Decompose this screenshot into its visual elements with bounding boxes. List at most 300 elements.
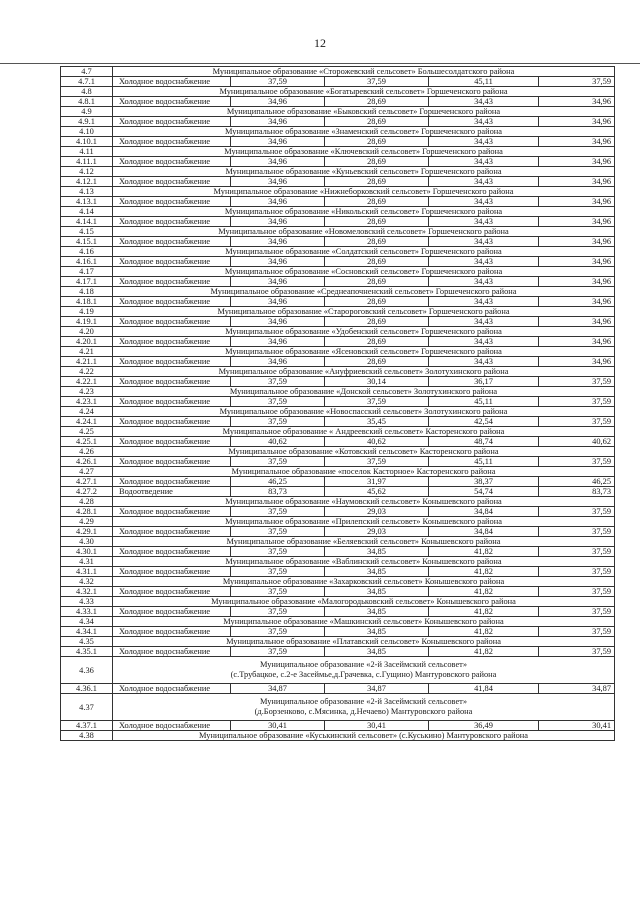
service-name: Холодное водоснабжение: [113, 477, 231, 487]
section-number: 4.34: [61, 617, 113, 627]
tariff-value-3: 45,11: [429, 77, 539, 87]
service-name: Холодное водоснабжение: [113, 547, 231, 557]
municipality-title: Муниципальное образование «Никольский сельсовет» Горшеченского района: [113, 207, 615, 217]
tariff-value-1: 34,96: [231, 257, 325, 267]
tariff-value-2: 28,69: [325, 117, 429, 127]
section-number: 4.37: [61, 694, 113, 721]
service-row: [61, 457, 615, 467]
tariff-value-4: 34,96: [539, 177, 615, 187]
tariff-value-1: 37,59: [231, 507, 325, 517]
tariff-value-4: 37,59: [539, 507, 615, 517]
row-number: 4.24.1: [61, 417, 113, 427]
tariff-value-3: 41,82: [429, 547, 539, 557]
municipality-title-line-2: (с.Трубацкое, с.2-е Засеймье,д.Грачевка, с.Гущино) Мантуровского района: [230, 670, 497, 679]
municipality-header-row: [61, 127, 615, 137]
municipality-header-row: [61, 407, 615, 417]
service-row: [61, 487, 615, 497]
tariff-value-1: 40,62: [231, 437, 325, 447]
row-number: 4.14.1: [61, 217, 113, 227]
tariff-value-2: 28,69: [325, 177, 429, 187]
municipality-title: Муниципальное образование «поселок Касторное» Касторенского района: [113, 467, 615, 477]
service-name: Холодное водоснабжение: [113, 587, 231, 597]
service-row: [61, 567, 615, 577]
municipality-header-row: [61, 227, 615, 237]
tariff-value-1: 37,59: [231, 607, 325, 617]
tariff-value-1: 34,96: [231, 137, 325, 147]
tariff-value-3: 45,11: [429, 457, 539, 467]
section-number: 4.31: [61, 557, 113, 567]
municipality-title: [113, 694, 615, 721]
tariff-value-4: 34,96: [539, 357, 615, 367]
tariff-value-3: 34,43: [429, 157, 539, 167]
municipality-header-row: [61, 731, 615, 741]
tariff-value-2: 30,41: [325, 721, 429, 731]
municipality-title-line-1: Муниципальное образование «2-й Засеймский сельсовет»: [259, 697, 468, 706]
row-number: 4.28.1: [61, 507, 113, 517]
service-row: [61, 297, 615, 307]
tariff-value-2: 29,03: [325, 507, 429, 517]
row-number: 4.10.1: [61, 137, 113, 147]
tariff-value-4: 34,96: [539, 277, 615, 287]
tariff-value-1: 46,25: [231, 477, 325, 487]
section-number: 4.32: [61, 577, 113, 587]
tariff-value-4: 37,59: [539, 647, 615, 657]
tariff-value-4: 40,62: [539, 437, 615, 447]
service-name: Холодное водоснабжение: [113, 157, 231, 167]
section-number: 4.20: [61, 327, 113, 337]
tariff-value-4: 46,25: [539, 477, 615, 487]
service-name: Холодное водоснабжение: [113, 527, 231, 537]
municipality-header-row: [61, 637, 615, 647]
tariff-value-4: 34,96: [539, 337, 615, 347]
service-name: Холодное водоснабжение: [113, 437, 231, 447]
section-number: 4.11: [61, 147, 113, 157]
row-number: 4.17.1: [61, 277, 113, 287]
tariff-value-1: 34,96: [231, 277, 325, 287]
municipality-title: Муниципальное образование «Наумовский сельсовет» Конышевского района: [113, 497, 615, 507]
tariff-value-3: 34,43: [429, 317, 539, 327]
tariff-value-2: 34,85: [325, 547, 429, 557]
tariff-value-4: 37,59: [539, 397, 615, 407]
tariff-value-4: 37,59: [539, 417, 615, 427]
section-number: 4.7: [61, 67, 113, 77]
section-number: 4.15: [61, 227, 113, 237]
service-name: Холодное водоснабжение: [113, 197, 231, 207]
row-number: 4.22.1: [61, 377, 113, 387]
service-name: Холодное водоснабжение: [113, 377, 231, 387]
municipality-title: Муниципальное образование «Сторожевский сельсовет» Большесолдатского района: [113, 67, 615, 77]
municipality-title-line-1: Муниципальное образование «2-й Засеймский сельсовет»: [259, 660, 468, 669]
row-number: 4.27.1: [61, 477, 113, 487]
tariff-value-2: 37,59: [325, 77, 429, 87]
municipality-title: Муниципальное образование «Старороговский сельсовет» Горшеченского района: [113, 307, 615, 317]
tariff-value-4: 34,96: [539, 117, 615, 127]
service-row: [61, 357, 615, 367]
municipality-title: Муниципальное образование «Нижнеборковский сельсовет» Горшеченского района: [113, 187, 615, 197]
municipality-header-row: [61, 147, 615, 157]
municipality-title: [113, 657, 615, 684]
municipality-title-line-2: (д.Борзенково, с.Мясинка, д.Нечаево) Мантуровского района: [254, 707, 473, 716]
municipality-title: Муниципальное образование «Ключевский сельсовет» Горшеченского района: [113, 147, 615, 157]
row-number: 4.32.1: [61, 587, 113, 597]
service-name: Холодное водоснабжение: [113, 457, 231, 467]
service-name: Холодное водоснабжение: [113, 684, 231, 694]
tariff-value-1: 34,96: [231, 117, 325, 127]
section-number: 4.33: [61, 597, 113, 607]
municipality-title: Муниципальное образование «Машкинский сельсовет» Конышевского района: [113, 617, 615, 627]
service-name: Холодное водоснабжение: [113, 297, 231, 307]
tariff-value-3: 34,43: [429, 217, 539, 227]
tariff-value-3: 34,84: [429, 507, 539, 517]
tariff-value-1: 37,59: [231, 647, 325, 657]
tariff-value-3: 34,43: [429, 117, 539, 127]
service-name: Холодное водоснабжение: [113, 337, 231, 347]
municipality-header-row: [61, 307, 615, 317]
municipality-header-row: [61, 287, 615, 297]
page-number: 12: [314, 36, 326, 50]
service-row: [61, 117, 615, 127]
tariff-value-2: 28,69: [325, 217, 429, 227]
municipality-title: Муниципальное образование « Андреевский сельсовет» Касторенского района: [113, 427, 615, 437]
tariff-value-1: 34,96: [231, 217, 325, 227]
municipality-title: Муниципальное образование «Прилепский сельсовет» Конышевского района: [113, 517, 615, 527]
service-row: [61, 157, 615, 167]
section-number: 4.30: [61, 537, 113, 547]
service-row: [61, 507, 615, 517]
municipality-header-row: [61, 657, 615, 684]
tariff-value-3: 41,82: [429, 627, 539, 637]
row-number: 4.19.1: [61, 317, 113, 327]
municipality-title: Муниципальное образование «Беляевский сельсовет» Конышевского района: [113, 537, 615, 547]
tariff-value-4: 34,96: [539, 257, 615, 267]
section-number: 4.29: [61, 517, 113, 527]
tariff-value-2: 34,85: [325, 607, 429, 617]
municipality-header-row: [61, 467, 615, 477]
municipality-header-row: [61, 67, 615, 77]
municipality-header-row: [61, 327, 615, 337]
section-number: 4.10: [61, 127, 113, 137]
section-number: 4.13: [61, 187, 113, 197]
municipality-header-row: [61, 447, 615, 457]
section-number: 4.23: [61, 387, 113, 397]
municipality-header-row: [61, 617, 615, 627]
section-number: 4.8: [61, 87, 113, 97]
section-number: 4.12: [61, 167, 113, 177]
tariff-value-3: 45,11: [429, 397, 539, 407]
service-name: Холодное водоснабжение: [113, 117, 231, 127]
service-name: Холодное водоснабжение: [113, 397, 231, 407]
municipality-header-row: [61, 167, 615, 177]
service-row: [61, 647, 615, 657]
service-row: [61, 437, 615, 447]
tariff-value-2: 28,69: [325, 197, 429, 207]
tariff-value-3: 34,43: [429, 297, 539, 307]
service-name: Холодное водоснабжение: [113, 277, 231, 287]
municipality-header-row: [61, 247, 615, 257]
municipality-header-row: [61, 267, 615, 277]
row-number: 4.18.1: [61, 297, 113, 307]
section-number: 4.24: [61, 407, 113, 417]
section-number: 4.22: [61, 367, 113, 377]
tariff-value-2: 28,69: [325, 97, 429, 107]
municipality-header-row: [61, 597, 615, 607]
tariff-value-1: 83,73: [231, 487, 325, 497]
service-name: Холодное водоснабжение: [113, 257, 231, 267]
service-row: [61, 197, 615, 207]
municipality-header-row: [61, 107, 615, 117]
tariff-value-3: 54,74: [429, 487, 539, 497]
tariff-value-2: 34,85: [325, 587, 429, 597]
tariff-value-2: 35,45: [325, 417, 429, 427]
service-row: [61, 721, 615, 731]
tariff-value-1: 34,96: [231, 197, 325, 207]
service-name: Холодное водоснабжение: [113, 237, 231, 247]
municipality-title: Муниципальное образование «Новомеловский сельсовет» Горшеченского района: [113, 227, 615, 237]
municipality-header-row: [61, 694, 615, 721]
tariff-value-4: 83,73: [539, 487, 615, 497]
section-number: 4.17: [61, 267, 113, 277]
row-number: 4.23.1: [61, 397, 113, 407]
service-name: Холодное водоснабжение: [113, 721, 231, 731]
service-row: [61, 607, 615, 617]
section-number: 4.27: [61, 467, 113, 477]
service-row: [61, 377, 615, 387]
tariff-table-body: [61, 67, 615, 741]
service-row: [61, 477, 615, 487]
tariff-value-3: 48,74: [429, 437, 539, 447]
tariff-value-3: 34,43: [429, 257, 539, 267]
tariff-value-2: 30,14: [325, 377, 429, 387]
tariff-value-4: 37,59: [539, 587, 615, 597]
tariff-value-1: 37,59: [231, 377, 325, 387]
tariff-value-2: 28,69: [325, 257, 429, 267]
service-name: Холодное водоснабжение: [113, 357, 231, 367]
tariff-value-2: 28,69: [325, 297, 429, 307]
municipality-title: Муниципальное образование «Сосновский сельсовет» Горшеченского района: [113, 267, 615, 277]
tariff-value-3: 41,82: [429, 607, 539, 617]
service-row: [61, 337, 615, 347]
municipality-header-row: [61, 87, 615, 97]
tariff-value-2: 28,69: [325, 317, 429, 327]
service-name: Холодное водоснабжение: [113, 567, 231, 577]
tariff-value-3: 41,84: [429, 684, 539, 694]
tariff-value-2: 28,69: [325, 337, 429, 347]
municipality-title: Муниципальное образование «Знаменский сельсовет» Горшеченского района: [113, 127, 615, 137]
tariff-value-2: 28,69: [325, 137, 429, 147]
section-number: 4.16: [61, 247, 113, 257]
tariff-value-1: 37,59: [231, 77, 325, 87]
service-row: [61, 627, 615, 637]
row-number: 4.8.1: [61, 97, 113, 107]
municipality-title: Муниципальное образование «Донской сельсовет» Золотухинского района: [113, 387, 615, 397]
tariff-value-1: 37,59: [231, 627, 325, 637]
tariff-value-2: 28,69: [325, 357, 429, 367]
municipality-title: Муниципальное образование «Куньевский сельсовет» Горшеченского района: [113, 167, 615, 177]
tariff-value-1: 37,59: [231, 457, 325, 467]
tariff-value-1: 37,59: [231, 547, 325, 557]
row-number: 4.7.1: [61, 77, 113, 87]
tariff-value-2: 28,69: [325, 237, 429, 247]
service-name: Холодное водоснабжение: [113, 507, 231, 517]
tariff-value-1: 34,96: [231, 177, 325, 187]
tariff-value-1: 37,59: [231, 587, 325, 597]
service-row: [61, 587, 615, 597]
tariff-value-3: 34,43: [429, 97, 539, 107]
row-number: 4.27.2: [61, 487, 113, 497]
row-number: 4.29.1: [61, 527, 113, 537]
tariff-value-2: 40,62: [325, 437, 429, 447]
row-number: 4.16.1: [61, 257, 113, 267]
tariff-value-3: 41,82: [429, 587, 539, 597]
municipality-header-row: [61, 367, 615, 377]
row-number: 4.33.1: [61, 607, 113, 617]
municipality-title: Муниципальное образование «Ануфриевский сельсовет» Золотухинского района: [113, 367, 615, 377]
tariff-value-2: 34,85: [325, 647, 429, 657]
municipality-title: Муниципальное образование «Быковский сельсовет» Горшеченского района: [113, 107, 615, 117]
row-number: 4.9.1: [61, 117, 113, 127]
municipality-title: Муниципальное образование «Ясеновский сельсовет» Горшеченского района: [113, 347, 615, 357]
municipality-header-row: [61, 517, 615, 527]
service-row: [61, 417, 615, 427]
tariff-value-1: 37,59: [231, 397, 325, 407]
tariff-value-2: 37,59: [325, 397, 429, 407]
tariff-value-4: 34,96: [539, 237, 615, 247]
tariff-value-1: 34,96: [231, 297, 325, 307]
section-number: 4.38: [61, 731, 113, 741]
row-number: 4.11.1: [61, 157, 113, 167]
service-name: Холодное водоснабжение: [113, 627, 231, 637]
tariff-value-2: 28,69: [325, 157, 429, 167]
service-name: Холодное водоснабжение: [113, 317, 231, 327]
tariff-value-1: 34,96: [231, 337, 325, 347]
service-name: Холодное водоснабжение: [113, 217, 231, 227]
tariff-value-4: 34,96: [539, 197, 615, 207]
service-row: [61, 317, 615, 327]
municipality-title: Муниципальное образование «Куськинский сельсовет» (с.Куськино) Мантуровского района: [113, 731, 615, 741]
municipality-title: Муниципальное образование «Котовский сельсовет» Касторенского района: [113, 447, 615, 457]
tariff-value-3: 36,17: [429, 377, 539, 387]
municipality-title: Муниципальное образование «Солдатский сельсовет» Горшеченского района: [113, 247, 615, 257]
tariff-value-4: 34,96: [539, 157, 615, 167]
municipality-header-row: [61, 207, 615, 217]
section-number: 4.36: [61, 657, 113, 684]
tariff-table: [60, 66, 615, 741]
section-number: 4.25: [61, 427, 113, 437]
section-number: 4.19: [61, 307, 113, 317]
tariff-value-3: 34,43: [429, 237, 539, 247]
service-name: Холодное водоснабжение: [113, 647, 231, 657]
municipality-title: Муниципальное образование «Захарковский сельсовет» Конышевского района: [113, 577, 615, 587]
section-number: 4.35: [61, 637, 113, 647]
tariff-value-2: 31,97: [325, 477, 429, 487]
tariff-value-3: 34,43: [429, 177, 539, 187]
row-number: 4.21.1: [61, 357, 113, 367]
tariff-value-1: 34,96: [231, 357, 325, 367]
tariff-value-2: 34,85: [325, 627, 429, 637]
section-number: 4.26: [61, 447, 113, 457]
tariff-value-4: 30,41: [539, 721, 615, 731]
tariff-value-1: 30,41: [231, 721, 325, 731]
service-row: [61, 257, 615, 267]
service-row: [61, 397, 615, 407]
municipality-title: Муниципальное образование «Удобенский сельсовет» Горшеченского района: [113, 327, 615, 337]
tariff-value-3: 41,82: [429, 567, 539, 577]
service-row: [61, 177, 615, 187]
municipality-title: Муниципальное образование «Среднеапочненский сельсовет» Горшеченского района: [113, 287, 615, 297]
service-name: Холодное водоснабжение: [113, 77, 231, 87]
tariff-value-4: 34,96: [539, 297, 615, 307]
tariff-value-3: 42,54: [429, 417, 539, 427]
tariff-value-4: 37,59: [539, 377, 615, 387]
header-rule: [0, 63, 640, 64]
tariff-value-4: 34,87: [539, 684, 615, 694]
tariff-value-2: 37,59: [325, 457, 429, 467]
tariff-value-4: 37,59: [539, 567, 615, 577]
municipality-title: Муниципальное образование «Богатыревский сельсовет» Горшеченского района: [113, 87, 615, 97]
section-number: 4.28: [61, 497, 113, 507]
tariff-value-1: 34,96: [231, 317, 325, 327]
municipality-header-row: [61, 187, 615, 197]
municipality-title: Муниципальное образование «Ваблинский сельсовет» Конышевского района: [113, 557, 615, 567]
service-name: Водоотведение: [113, 487, 231, 497]
row-number: 4.31.1: [61, 567, 113, 577]
tariff-value-4: 37,59: [539, 77, 615, 87]
municipality-header-row: [61, 577, 615, 587]
municipality-title: Муниципальное образование «Платавский сельсовет» Конышевского района: [113, 637, 615, 647]
tariff-value-4: 37,59: [539, 527, 615, 537]
service-row: [61, 684, 615, 694]
service-name: Холодное водоснабжение: [113, 417, 231, 427]
row-number: 4.34.1: [61, 627, 113, 637]
tariff-value-1: 37,59: [231, 527, 325, 537]
section-number: 4.18: [61, 287, 113, 297]
tariff-value-3: 36,49: [429, 721, 539, 731]
service-row: [61, 137, 615, 147]
row-number: 4.12.1: [61, 177, 113, 187]
row-number: 4.13.1: [61, 197, 113, 207]
tariff-value-1: 34,96: [231, 97, 325, 107]
service-name: Холодное водоснабжение: [113, 177, 231, 187]
section-number: 4.21: [61, 347, 113, 357]
municipality-header-row: [61, 497, 615, 507]
municipality-title: Муниципальное образование «Новоспасский сельсовет» Золотухинского района: [113, 407, 615, 417]
tariff-value-1: 37,59: [231, 417, 325, 427]
tariff-value-2: 34,85: [325, 567, 429, 577]
tariff-value-1: 34,87: [231, 684, 325, 694]
tariff-value-4: 37,59: [539, 627, 615, 637]
tariff-value-3: 41,82: [429, 647, 539, 657]
tariff-value-3: 34,43: [429, 277, 539, 287]
service-row: [61, 97, 615, 107]
service-name: Холодное водоснабжение: [113, 97, 231, 107]
municipality-header-row: [61, 537, 615, 547]
tariff-value-2: 29,03: [325, 527, 429, 537]
service-name: Холодное водоснабжение: [113, 607, 231, 617]
tariff-value-4: 34,96: [539, 217, 615, 227]
service-row: [61, 277, 615, 287]
service-row: [61, 547, 615, 557]
tariff-value-3: 34,43: [429, 337, 539, 347]
tariff-value-2: 45,62: [325, 487, 429, 497]
municipality-header-row: [61, 557, 615, 567]
municipality-header-row: [61, 387, 615, 397]
tariff-value-1: 34,96: [231, 237, 325, 247]
row-number: 4.25.1: [61, 437, 113, 447]
service-row: [61, 217, 615, 227]
service-name: Холодное водоснабжение: [113, 137, 231, 147]
row-number: 4.35.1: [61, 647, 113, 657]
tariff-value-3: 34,43: [429, 197, 539, 207]
